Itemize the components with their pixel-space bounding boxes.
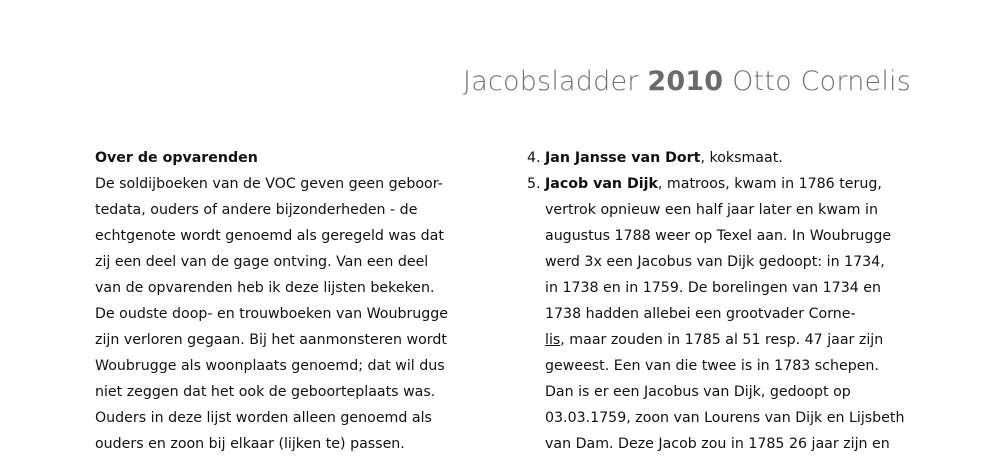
item-line: geweest. Een van die twee is in 1783 schepen. bbox=[545, 358, 879, 374]
page-header bbox=[463, 66, 911, 97]
paragraph-line: tedata, ouders of andere bijzonderheden - de bbox=[95, 202, 418, 218]
item-line: 1738 hadden allebei een grootvader Corne- bbox=[545, 306, 856, 322]
item-line: in 1738 en in 1759. De borelingen van 1734 en bbox=[545, 280, 881, 296]
paragraph-line: De oudste doop- en trouwboeken van Woubrugge bbox=[95, 306, 449, 322]
left-column bbox=[95, 145, 490, 457]
person-name: Jacob van Dijk bbox=[545, 176, 658, 192]
header-year: 2010 bbox=[647, 66, 724, 97]
paragraph-line: Ouders in deze lijst worden alleen genoemd als bbox=[95, 410, 432, 426]
item-line: vertrok opnieuw een half jaar later en kwam in bbox=[545, 202, 878, 218]
item-line: 03.03.1759, zoon van Lourens van Dijk en Lijsbeth bbox=[545, 410, 905, 426]
item-line: augustus 1788 weer op Texel aan. In Woubrugge bbox=[545, 228, 892, 244]
list-number: 4. bbox=[527, 150, 541, 166]
item-text: , maar zouden in 1785 al 51 resp. 47 jaar zijn bbox=[560, 332, 884, 348]
item-line: van Dam. Deze Jacob zou in 1785 26 jaar zijn en bbox=[545, 436, 890, 452]
paragraph-line: zij een deel van de gage ontving. Van een deel bbox=[95, 254, 429, 270]
item-first-line bbox=[545, 145, 927, 171]
paragraph-line: zijn verloren gegaan. Bij het aanmonsteren wordt bbox=[95, 332, 447, 348]
item-text: , koksmaat. bbox=[700, 150, 783, 166]
right-column bbox=[527, 145, 927, 457]
item-line bbox=[545, 327, 927, 353]
section-heading: Over de opvarenden bbox=[95, 150, 258, 166]
header-title-end: Otto Cornelis bbox=[723, 66, 911, 97]
item-line: Dan is er een Jacobus van Dijk, gedoopt op bbox=[545, 384, 851, 400]
person-name: Jan Jansse van Dort bbox=[545, 150, 701, 166]
list-item-4 bbox=[527, 145, 927, 171]
underlined-word: lis bbox=[545, 332, 561, 348]
paragraph-line: Woubrugge als woonplaats genoemd; dat wil dus bbox=[95, 358, 445, 374]
paragraph-line: ouders en zoon bij elkaar (lijken te) passen. bbox=[95, 436, 405, 452]
list-number: 5. bbox=[527, 176, 541, 192]
item-text: , matroos, kwam in 1786 terug, bbox=[657, 176, 882, 192]
header-title-start: Jacobsladder bbox=[463, 66, 648, 97]
paragraph-line: echtgenote wordt genoemd als geregeld was dat bbox=[95, 228, 444, 244]
paragraph-line: van de opvarenden heb ik deze lijsten bekeken. bbox=[95, 280, 435, 296]
paragraph-line: niet zeggen dat het ook de geboorteplaats was. bbox=[95, 384, 436, 400]
item-first-line bbox=[545, 171, 927, 197]
paragraph-line: De soldijboeken van de VOC geven geen geboor- bbox=[95, 176, 443, 192]
list-item-5 bbox=[527, 171, 927, 457]
item-line: werd 3x een Jacobus van Dijk gedoopt: in 1734, bbox=[545, 254, 885, 270]
